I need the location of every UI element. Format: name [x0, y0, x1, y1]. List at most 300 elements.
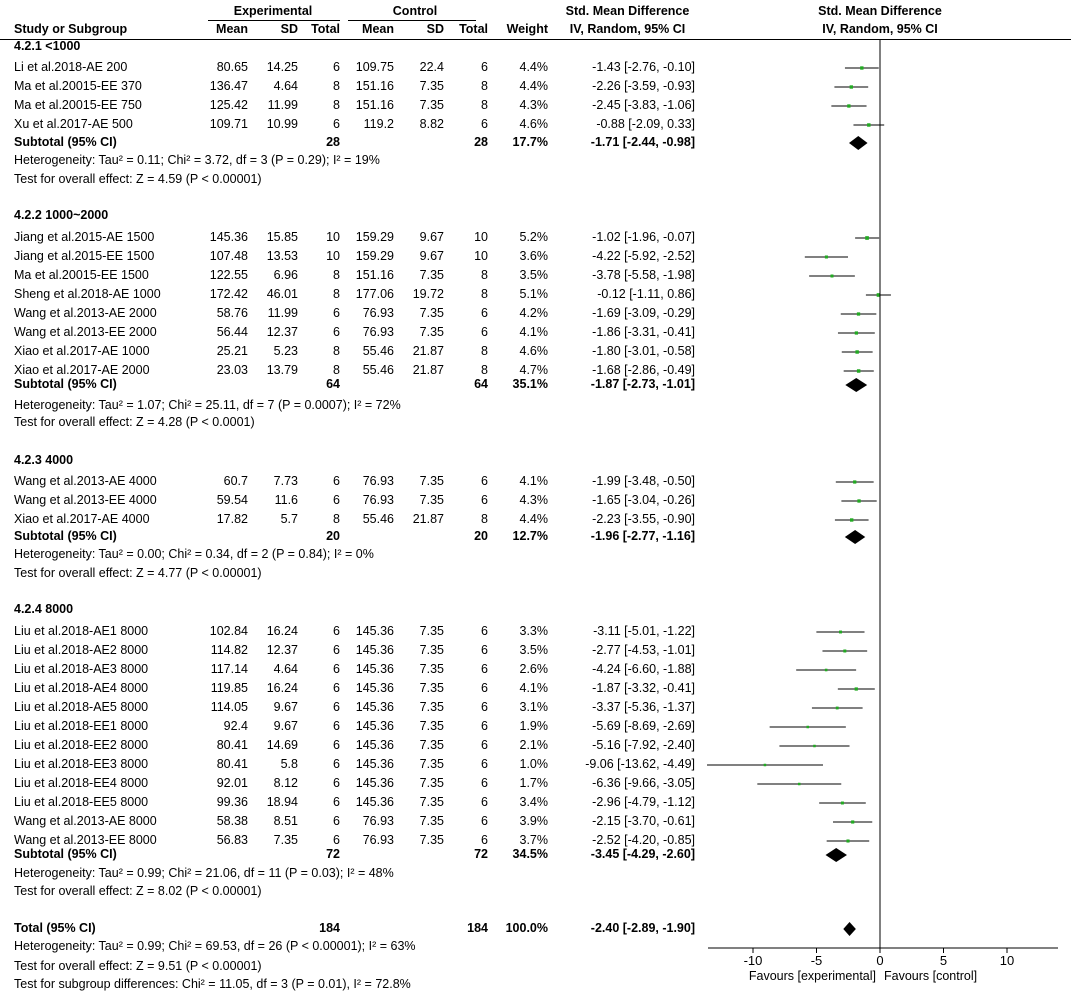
cell-w: 5.2%: [519, 230, 548, 244]
cell-m1: 145.36: [209, 230, 248, 244]
cell-w: 4.7%: [519, 363, 548, 377]
cell-m2: 109.75: [355, 60, 394, 74]
cell-sd1: 4.64: [273, 662, 298, 676]
cell-m2: 159.29: [355, 230, 394, 244]
cell-m2: 145.36: [355, 662, 394, 676]
cell-n2: 6: [481, 60, 488, 74]
cell-n2: 6: [481, 662, 488, 676]
study-name: Liu et al.2018-EE5 8000: [14, 795, 149, 809]
cell-n2: 6: [481, 814, 488, 828]
cell-n2: 6: [481, 117, 488, 131]
overall-effect-text: Test for overall effect: Z = 4.59 (P < 0.00001): [14, 172, 262, 186]
smd-left-subheader: IV, Random, 95% CI: [569, 22, 686, 36]
ci-text: -2.45 [-3.83, -1.06]: [592, 98, 695, 112]
cell-sd2: 7.35: [419, 306, 444, 320]
cell-sd2: 7.35: [419, 624, 444, 638]
cell-sd2: 7.35: [419, 795, 444, 809]
total-weight: 100.0%: [505, 921, 548, 935]
subtotal-n1: 64: [326, 377, 340, 391]
cell-n2: 6: [481, 325, 488, 339]
ci-text: -6.36 [-9.66, -3.05]: [592, 776, 695, 790]
total-n1: 184: [319, 921, 340, 935]
subtotal-weight: 17.7%: [512, 135, 548, 149]
cell-m1: 114.82: [210, 643, 248, 657]
point-estimate: [813, 745, 816, 748]
cell-n1: 6: [333, 833, 340, 847]
cell-n1: 6: [333, 624, 340, 638]
cell-n1: 8: [333, 363, 340, 377]
cell-n1: 8: [333, 512, 340, 526]
cell-m1: 56.44: [216, 325, 248, 339]
cell-sd2: 9.67: [419, 249, 444, 263]
cell-n1: 6: [333, 738, 340, 752]
cell-sd1: 4.64: [273, 79, 298, 93]
total-overall-effect-text: Test for overall effect: Z = 9.51 (P < 0.00001): [14, 959, 262, 973]
favours-experimental-label: Favours [experimental]: [748, 969, 876, 983]
cell-w: 3.6%: [519, 249, 548, 263]
cell-n2: 10: [474, 230, 488, 244]
cell-sd2: 7.35: [419, 833, 444, 847]
cell-m1: 92.01: [216, 776, 248, 790]
x-tick-label: -10: [743, 953, 763, 968]
cell-sd1: 16.24: [266, 624, 298, 638]
study-name: Liu et al.2018-EE2 8000: [14, 738, 149, 752]
subtotal-n2: 72: [474, 847, 488, 861]
cell-n1: 6: [333, 493, 340, 507]
study-name: Jiang et al.2015-EE 1500: [14, 249, 155, 263]
study-name: Liu et al.2018-AE3 8000: [14, 662, 149, 676]
ci-text: -1.43 [-2.76, -0.10]: [592, 60, 695, 74]
subtotal-label: Subtotal (95% CI): [14, 847, 117, 861]
ci-text: -2.96 [-4.79, -1.12]: [592, 795, 695, 809]
cell-n1: 8: [333, 268, 340, 282]
cell-n2: 6: [481, 833, 488, 847]
cell-sd1: 11.99: [267, 98, 298, 112]
subtotal-n1: 72: [326, 847, 340, 861]
ci-text: -4.22 [-5.92, -2.52]: [592, 249, 695, 263]
subtotal-diamond: [849, 136, 868, 150]
weight-header: Weight: [506, 22, 548, 36]
subtotal-n2: 64: [474, 377, 488, 391]
cell-w: 4.1%: [519, 325, 548, 339]
cell-sd1: 13.53: [266, 249, 298, 263]
cell-m2: 55.46: [362, 344, 394, 358]
cell-w: 1.9%: [519, 719, 548, 733]
subtotal-label: Subtotal (95% CI): [14, 529, 117, 543]
study-name: Sheng et al.2018-AE 1000: [14, 287, 161, 301]
cell-m1: 58.76: [216, 306, 248, 320]
cell-m1: 80.41: [216, 738, 248, 752]
overall-effect-text: Test for overall effect: Z = 8.02 (P < 0.00001): [14, 884, 262, 898]
cell-n1: 6: [333, 474, 340, 488]
cell-w: 4.2%: [519, 306, 548, 320]
total-n2: 184: [467, 921, 488, 935]
study-name: Liu et al.2018-EE4 8000: [14, 776, 149, 790]
ci-text: -2.15 [-3.70, -0.61]: [592, 814, 695, 828]
study-column-header: Study or Subgroup: [14, 22, 128, 36]
cell-w: 2.1%: [519, 738, 548, 752]
cell-m1: 80.65: [216, 60, 248, 74]
cell-m1: 59.54: [216, 493, 248, 507]
ci-text: -3.78 [-5.58, -1.98]: [592, 268, 695, 282]
cell-m2: 145.36: [355, 738, 394, 752]
cell-sd1: 12.37: [266, 643, 298, 657]
cell-w: 4.6%: [519, 117, 548, 131]
cell-w: 3.1%: [519, 700, 548, 714]
overall-effect-text: Test for overall effect: Z = 4.77 (P < 0.00001): [14, 566, 262, 580]
study-name: Wang et al.2013-EE 4000: [14, 493, 157, 507]
cell-m1: 107.48: [209, 249, 248, 263]
cell-sd2: 7.35: [419, 643, 444, 657]
cell-n2: 6: [481, 757, 488, 771]
ci-text: -4.24 [-6.60, -1.88]: [592, 662, 695, 676]
cell-w: 4.4%: [519, 512, 548, 526]
smd-left-header: Std. Mean Difference: [565, 4, 690, 18]
cell-n1: 6: [333, 719, 340, 733]
cell-w: 4.1%: [519, 681, 548, 695]
point-estimate: [855, 331, 858, 334]
cell-sd2: 7.35: [419, 757, 444, 771]
cell-m1: 109.71: [209, 117, 248, 131]
ci-text: -1.99 [-3.48, -0.50]: [592, 474, 695, 488]
cell-sd1: 7.35: [273, 833, 298, 847]
cell-m2: 145.36: [355, 681, 394, 695]
cell-n2: 8: [481, 363, 488, 377]
cell-m1: 102.84: [209, 624, 248, 638]
point-estimate: [865, 236, 869, 240]
subtotal-ci: -1.71 [-2.44, -0.98]: [590, 135, 695, 149]
point-estimate: [851, 820, 854, 823]
ci-text: -3.11 [-5.01, -1.22]: [593, 624, 695, 638]
cell-n2: 6: [481, 700, 488, 714]
cell-n2: 8: [481, 287, 488, 301]
cell-m1: 60.7: [223, 474, 248, 488]
cell-n2: 8: [481, 268, 488, 282]
point-estimate: [825, 669, 828, 672]
cell-sd2: 7.35: [419, 776, 444, 790]
cell-m1: 117.14: [210, 662, 248, 676]
cell-sd1: 10.99: [266, 117, 298, 131]
cell-w: 3.5%: [519, 643, 548, 657]
cell-sd1: 46.01: [266, 287, 298, 301]
cell-w: 3.3%: [519, 624, 548, 638]
total-diamond: [843, 922, 856, 936]
cell-sd1: 13.79: [266, 363, 298, 377]
cell-m2: 151.16: [355, 98, 394, 112]
cell-m1: 23.03: [216, 363, 248, 377]
cell-m1: 80.41: [216, 757, 248, 771]
cell-sd2: 7.35: [419, 662, 444, 676]
cell-w: 4.4%: [519, 79, 548, 93]
experimental-header: Experimental: [233, 4, 313, 18]
cell-m1: 92.4: [223, 719, 248, 733]
ci-text: -2.23 [-3.55, -0.90]: [592, 512, 695, 526]
cell-sd2: 7.35: [419, 325, 444, 339]
heterogeneity-text: Heterogeneity: Tau² = 1.07; Chi² = 25.11, df = 7 (P = 0.0007); I² = 72%: [14, 398, 401, 412]
ci-text: -1.65 [-3.04, -0.26]: [592, 493, 695, 507]
cell-m1: 56.83: [216, 833, 248, 847]
study-name: Liu et al.2018-EE1 8000: [14, 719, 149, 733]
cell-w: 4.3%: [519, 493, 548, 507]
cell-sd2: 9.67: [419, 230, 444, 244]
study-name: Li et al.2018-AE 200: [14, 60, 128, 74]
cell-n2: 6: [481, 643, 488, 657]
cell-w: 4.6%: [519, 344, 548, 358]
heterogeneity-text: Heterogeneity: Tau² = 0.99; Chi² = 21.06, df = 11 (P = 0.03); I² = 48%: [14, 866, 394, 880]
point-estimate: [855, 687, 858, 690]
cell-sd1: 8.51: [273, 814, 298, 828]
study-name: Ma et al.20015-EE 1500: [14, 268, 149, 282]
total-heterogeneity-text: Heterogeneity: Tau² = 0.99; Chi² = 69.53, df = 26 (P < 0.00001); I² = 63%: [14, 939, 416, 953]
cell-n1: 6: [333, 814, 340, 828]
cell-n2: 6: [481, 493, 488, 507]
cell-n1: 8: [333, 98, 340, 112]
ci-text: -1.69 [-3.09, -0.29]: [592, 306, 695, 320]
cell-sd2: 7.35: [419, 814, 444, 828]
point-estimate: [850, 85, 853, 88]
cell-w: 5.1%: [519, 287, 548, 301]
total1-header: Total: [311, 22, 340, 36]
ci-text: -1.87 [-3.32, -0.41]: [592, 681, 695, 695]
subtotal-n1: 28: [326, 135, 340, 149]
ci-text: -5.69 [-8.69, -2.69]: [592, 719, 695, 733]
point-estimate: [855, 350, 858, 353]
cell-m1: 25.21: [216, 344, 248, 358]
study-name: Wang et al.2013-AE 8000: [14, 814, 157, 828]
cell-m2: 151.16: [355, 79, 394, 93]
point-estimate: [806, 726, 809, 729]
cell-m2: 159.29: [355, 249, 394, 263]
cell-n2: 8: [481, 512, 488, 526]
total-ci: -2.40 [-2.89, -1.90]: [590, 921, 695, 935]
cell-w: 1.7%: [519, 776, 548, 790]
heterogeneity-text: Heterogeneity: Tau² = 0.11; Chi² = 3.72, df = 3 (P = 0.29); I² = 19%: [14, 153, 380, 167]
cell-sd1: 14.69: [266, 738, 298, 752]
cell-m1: 172.42: [209, 287, 248, 301]
cell-m2: 145.36: [355, 795, 394, 809]
cell-sd2: 21.87: [412, 363, 444, 377]
cell-n1: 6: [333, 643, 340, 657]
cell-m2: 151.16: [355, 268, 394, 282]
heterogeneity-text: Heterogeneity: Tau² = 0.00; Chi² = 0.34, df = 2 (P = 0.84); I² = 0%: [14, 547, 374, 561]
cell-m2: 55.46: [362, 512, 394, 526]
point-estimate: [836, 707, 839, 710]
cell-w: 4.1%: [519, 474, 548, 488]
x-tick-label: 5: [939, 953, 948, 968]
cell-sd2: 22.4: [419, 60, 444, 74]
point-estimate: [798, 783, 801, 786]
cell-m1: 17.82: [216, 512, 248, 526]
cell-n1: 6: [333, 662, 340, 676]
control-header: Control: [392, 4, 438, 18]
subgroup-title: 4.2.4 8000: [14, 602, 74, 616]
cell-n1: 6: [333, 306, 340, 320]
cell-m2: 145.36: [355, 776, 394, 790]
cell-sd2: 7.35: [419, 79, 444, 93]
point-estimate: [853, 480, 856, 483]
ci-text: -5.16 [-7.92, -2.40]: [592, 738, 695, 752]
cell-m2: 145.36: [355, 643, 394, 657]
subtotal-label: Subtotal (95% CI): [14, 377, 117, 391]
point-estimate: [841, 802, 844, 805]
cell-sd2: 7.35: [419, 493, 444, 507]
cell-m2: 76.93: [362, 306, 394, 320]
favours-control-label: Favours [control]: [884, 969, 978, 983]
ci-text: -1.86 [-3.31, -0.41]: [592, 325, 695, 339]
cell-n1: 8: [333, 79, 340, 93]
study-name: Liu et al.2018-AE5 8000: [14, 700, 149, 714]
study-name: Xiao et al.2017-AE 4000: [14, 512, 150, 526]
study-name: Ma et al.20015-EE 370: [14, 79, 142, 93]
cell-n2: 6: [481, 681, 488, 695]
cell-w: 3.4%: [519, 795, 548, 809]
ci-text: -9.06 [-13.62, -4.49]: [585, 757, 695, 771]
cell-sd1: 5.8: [280, 757, 298, 771]
cell-w: 3.9%: [519, 814, 548, 828]
point-estimate: [847, 104, 850, 107]
point-estimate: [857, 369, 860, 372]
cell-sd2: 7.35: [419, 719, 444, 733]
x-tick-label: 0: [876, 953, 884, 968]
subtotal-ci: -3.45 [-4.29, -2.60]: [590, 847, 695, 861]
cell-m2: 76.93: [362, 493, 394, 507]
ci-text: -1.02 [-1.96, -0.07]: [592, 230, 695, 244]
cell-m1: 114.05: [210, 700, 248, 714]
point-estimate: [857, 312, 860, 315]
smd-right-header: Std. Mean Difference: [818, 4, 942, 18]
cell-sd1: 15.85: [266, 230, 298, 244]
total2-header: Total: [459, 22, 488, 36]
cell-n1: 6: [333, 60, 340, 74]
cell-sd1: 12.37: [266, 325, 298, 339]
cell-m2: 145.36: [355, 700, 394, 714]
point-estimate: [764, 764, 767, 767]
ci-text: -2.77 [-4.53, -1.01]: [592, 643, 695, 657]
cell-m2: 145.36: [355, 624, 394, 638]
ci-text: -0.12 [-1.11, 0.86]: [597, 287, 695, 301]
cell-n2: 6: [481, 719, 488, 733]
cell-n1: 6: [333, 700, 340, 714]
subtotal-n2: 20: [474, 529, 488, 543]
cell-sd1: 11.99: [267, 306, 298, 320]
x-tick-label: 10: [999, 953, 1015, 968]
cell-n2: 6: [481, 738, 488, 752]
x-tick-label: -5: [810, 953, 823, 968]
study-name: Xu et al.2017-AE 500: [14, 117, 133, 131]
study-name: Liu et al.2018-AE4 8000: [14, 681, 149, 695]
cell-sd1: 9.67: [273, 700, 298, 714]
cell-m2: 76.93: [362, 474, 394, 488]
subgroup-title: 4.2.3 4000: [14, 453, 74, 467]
cell-sd1: 14.25: [266, 60, 298, 74]
study-name: Xiao et al.2017-AE 1000: [14, 344, 150, 358]
cell-sd2: 7.35: [419, 268, 444, 282]
subgroup-title: 4.2.1 <1000: [14, 39, 81, 53]
cell-n2: 10: [474, 249, 488, 263]
subtotal-diamond: [845, 530, 865, 544]
cell-sd2: 7.35: [419, 474, 444, 488]
cell-n1: 8: [333, 344, 340, 358]
point-estimate: [843, 650, 846, 653]
point-estimate: [825, 255, 828, 258]
cell-w: 2.6%: [519, 662, 548, 676]
cell-m2: 145.36: [355, 757, 394, 771]
cell-sd2: 7.35: [419, 681, 444, 695]
cell-w: 3.5%: [519, 268, 548, 282]
cell-sd1: 7.73: [273, 474, 298, 488]
point-estimate: [846, 839, 849, 842]
overall-effect-text: Test for overall effect: Z = 4.28 (P < 0.0001): [14, 415, 255, 429]
cell-sd1: 18.94: [266, 795, 298, 809]
cell-n1: 10: [326, 249, 340, 263]
cell-n2: 6: [481, 474, 488, 488]
cell-n1: 6: [333, 795, 340, 809]
sd1-header: SD: [280, 22, 298, 36]
cell-n2: 6: [481, 776, 488, 790]
subgroup-title: 4.2.2 1000~2000: [14, 208, 109, 222]
cell-m1: 99.36: [216, 795, 248, 809]
point-estimate: [857, 499, 860, 502]
study-name: Liu et al.2018-AE1 8000: [14, 624, 149, 638]
cell-n1: 8: [333, 287, 340, 301]
cell-sd1: 16.24: [266, 681, 298, 695]
cell-sd2: 21.87: [412, 344, 444, 358]
cell-m1: 125.42: [209, 98, 248, 112]
subtotal-n1: 20: [326, 529, 340, 543]
study-name: Wang et al.2013-EE 2000: [14, 325, 157, 339]
cell-sd1: 5.23: [273, 344, 298, 358]
cell-n2: 6: [481, 795, 488, 809]
subtotal-weight: 12.7%: [512, 529, 548, 543]
subtotal-diamond: [826, 848, 847, 862]
cell-m2: 76.93: [362, 833, 394, 847]
cell-m1: 58.38: [216, 814, 248, 828]
point-estimate: [860, 66, 863, 69]
cell-sd2: 19.72: [412, 287, 444, 301]
subtotal-label: Subtotal (95% CI): [14, 135, 117, 149]
study-name: Jiang et al.2015-AE 1500: [14, 230, 155, 244]
cell-sd2: 7.35: [419, 738, 444, 752]
cell-m2: 76.93: [362, 325, 394, 339]
cell-sd1: 6.96: [273, 268, 298, 282]
cell-sd1: 8.12: [273, 776, 298, 790]
ci-text: -2.52 [-4.20, -0.85]: [592, 833, 695, 847]
cell-n1: 6: [333, 681, 340, 695]
point-estimate: [830, 275, 833, 278]
point-estimate: [850, 518, 853, 521]
point-estimate: [839, 631, 842, 634]
cell-m2: 76.93: [362, 814, 394, 828]
study-name: Xiao et al.2017-AE 2000: [14, 363, 150, 377]
cell-w: 4.3%: [519, 98, 548, 112]
ci-text: -1.80 [-3.01, -0.58]: [592, 344, 695, 358]
cell-n1: 10: [326, 230, 340, 244]
cell-n1: 6: [333, 325, 340, 339]
cell-w: 1.0%: [519, 757, 548, 771]
cell-sd2: 7.35: [419, 98, 444, 112]
cell-n2: 6: [481, 306, 488, 320]
cell-n2: 8: [481, 344, 488, 358]
study-name: Ma et al.20015-EE 750: [14, 98, 142, 112]
subtotal-diamond: [845, 378, 867, 392]
cell-sd1: 11.6: [274, 493, 298, 507]
cell-w: 3.7%: [519, 833, 548, 847]
cell-sd2: 7.35: [419, 700, 444, 714]
study-name: Liu et al.2018-EE3 8000: [14, 757, 149, 771]
subtotal-ci: -1.87 [-2.73, -1.01]: [590, 377, 695, 391]
subtotal-n2: 28: [474, 135, 488, 149]
cell-n1: 6: [333, 117, 340, 131]
